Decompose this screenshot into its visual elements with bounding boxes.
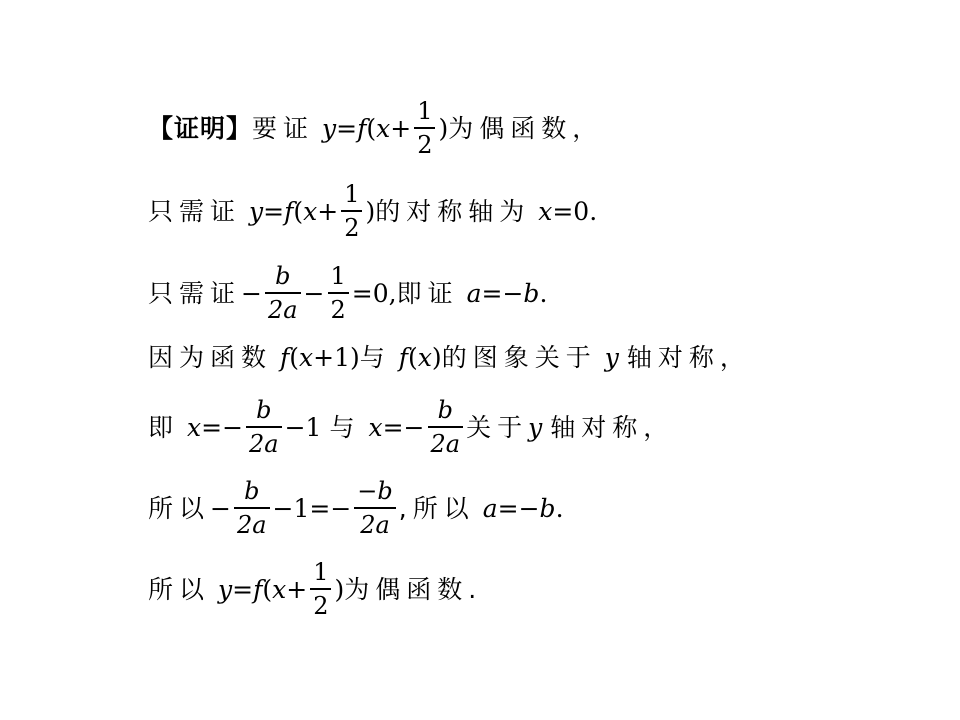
- proof-line-1: 【证明】 要证 y = f ( x + $\frac{1}{2}$ ) 为偶函数，: [148, 97, 604, 159]
- fraction: $\frac{1}{2}$: [328, 264, 349, 322]
- fraction: $\frac{b}{2a}$: [246, 398, 282, 456]
- proof-line-4: 因为函数 f ( x +1) 与 f ( x ) 的图象关于 y 轴对称，: [148, 343, 751, 372]
- proof-line-6: 所以 − $\frac{b}{2a}$ −1=− $\frac{-b}{2a}$ ,所以 a =− b .: [148, 477, 564, 539]
- proof-tag: 【证明】: [148, 113, 253, 143]
- proof-line-5: 即 x =− $\frac{b}{2a}$ −1 与 x =− $\frac{b}{2a}$ 关于 y 轴对称，: [148, 396, 675, 458]
- proof-line-2: 只需证 y = f ( x + $\frac{1}{2}$ ) 的对称轴为 x =0.: [148, 180, 598, 242]
- fraction: $\frac{b}{2a}$: [428, 398, 464, 456]
- fraction: $\frac{b}{2a}$: [265, 264, 301, 322]
- fraction: $\frac{-b}{2a}$: [354, 479, 395, 537]
- proof-line-3: 只需证 − $\frac{b}{2a}$ − $\frac{1}{2}$ =0, 即证 a =− b .: [148, 262, 548, 324]
- fraction: $\frac{1}{2}$: [341, 182, 362, 240]
- fraction: $\frac{1}{2}$: [414, 99, 435, 157]
- text: 要证: [252, 113, 315, 143]
- fraction: $\frac{b}{2a}$: [234, 479, 270, 537]
- proof-line-7: 所以 y = f ( x + $\frac{1}{2}$ ) 为偶函数.: [148, 558, 483, 620]
- fraction: $\frac{1}{2}$: [310, 560, 331, 618]
